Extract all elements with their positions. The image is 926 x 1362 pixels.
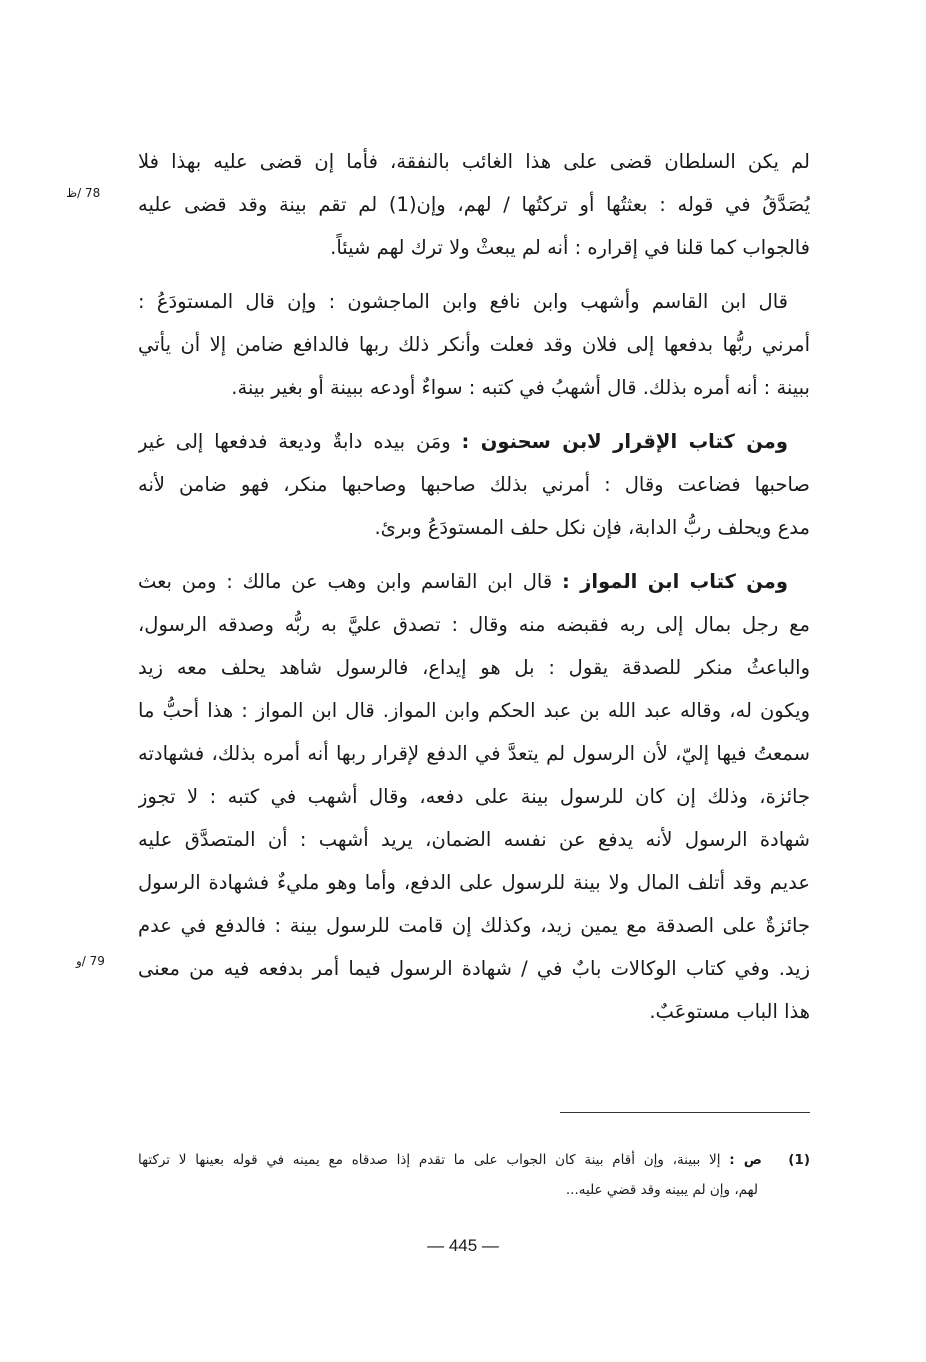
section-heading: ومن كتاب ابن المواز :	[561, 570, 788, 593]
text-line: صاحبها فضاعت وقال : أمرني بذلك صاحبها وصاحبها منكر، فهو ضامن لأنه	[138, 473, 810, 496]
footnote-marker: (1)	[788, 1152, 810, 1168]
text-run: ومَن بيده دابةٌ وديعة فدفعها إلى غير	[138, 430, 451, 453]
text-line: جائزةٌ على الصدقة مع يمين زيد، وكذلك إن قامت للرسول بينة : فالدفع في عدم	[138, 914, 810, 937]
paragraph-4	[138, 560, 810, 1033]
text-line: شهادة الرسول لأنه يدفع عن نفسه الضمان، يريد أشهب : أن المتصدَّق عليه	[138, 828, 810, 851]
paragraph-1	[138, 140, 810, 269]
footnote-source: ص :	[729, 1152, 762, 1168]
text-line: والباعثُ منكر للصدقة يقول : بل هو إيداع، فالرسول شاهد يحلف معه زيد	[138, 656, 810, 679]
text-line	[138, 420, 810, 463]
footnote	[138, 1145, 810, 1205]
text-line: مدع ويحلف ربُّ الدابة، فإن نكل حلف المستودَعُ وبرئ.	[374, 516, 810, 539]
text-line: جائزة، وذلك إن كان للرسول بينة على دفعه، وقال أشهب في كتبه : لا تجوز	[138, 785, 810, 808]
text-line: أمرني ربُّها بدفعها إلى فلان وقد فعلت وأنكر ذلك ربها فالدافع ضامن إلا أن يأتي	[138, 333, 810, 356]
text-line: يُصَدَّقُ في قوله : بعثتُها أو تركتُها / لهم، وإن(1) لم تقم بينة وقد قضى عليه	[138, 193, 810, 216]
footnote-line	[138, 1145, 810, 1175]
text-line: فالجواب كما قلنا في إقراره : أنه لم يبعثْ ولا ترك لهم شيئاً.	[330, 236, 810, 259]
text-line: زيد. وفي كتاب الوكالات بابٌ في / شهادة الرسول فيما أمر بدفعه فيه من معنى	[138, 957, 810, 980]
page-number: — 445 —	[427, 1236, 499, 1255]
footnote-separator	[560, 1112, 810, 1113]
text-line: قال ابن القاسم وأشهب وابن نافع وابن الماجشون : وإن قال المستودَعُ :	[138, 290, 788, 313]
folio-marker-79: 79 /و	[76, 954, 105, 968]
paragraph-2	[138, 280, 810, 409]
footnote-text: إلا ببينة، وإن أقام بينة كان الجواب على ما تقدم إذا صدقاه مع يمينه في قوله بعينها لا تركتها	[138, 1152, 721, 1168]
text-line: لم يكن السلطان قضى على هذا الغائب بالنفقة، فأما إن قضى عليه بهذا فلا	[138, 150, 810, 173]
text-line: سمعتُ فيها إليّ، لأن الرسول لم يتعدَّ في الدفع لإقرار ربها أنه أمره بذلك، فشهادته	[138, 742, 810, 765]
folio-marker-78: 78 /ظ	[66, 186, 101, 200]
text-line: ويكون له، وقاله عبد الله بن عبد الحكم وابن المواز. قال ابن المواز : هذا أحبُّ ما	[138, 699, 810, 722]
section-heading: ومن كتاب الإقرار لابن سحنون :	[461, 430, 788, 453]
text-line	[138, 560, 810, 603]
text-line: هذا الباب مستوعَبٌ.	[649, 1000, 810, 1023]
paragraph-3	[138, 420, 810, 549]
text-run: قال ابن القاسم وابن وهب عن مالك : ومن بعث	[138, 570, 553, 593]
footnote-line: لهم، وإن لم يبينه وقد قضي عليه...	[565, 1182, 758, 1198]
text-line: ببينة : أنه أمره بذلك. قال أشهبُ في كتبه : سواءٌ أودعه ببينة أو بغير بينة.	[231, 376, 810, 399]
text-line: عديم وقد أتلف المال ولا بينة للرسول على الدفع، وأما وهو مليءٌ فشهادة الرسول	[138, 871, 810, 894]
text-line: مع رجل بمال إلى ربه فقبضه منه وقال : تصدق عليَّ به ربُّه وصدقه الرسول،	[138, 613, 810, 636]
